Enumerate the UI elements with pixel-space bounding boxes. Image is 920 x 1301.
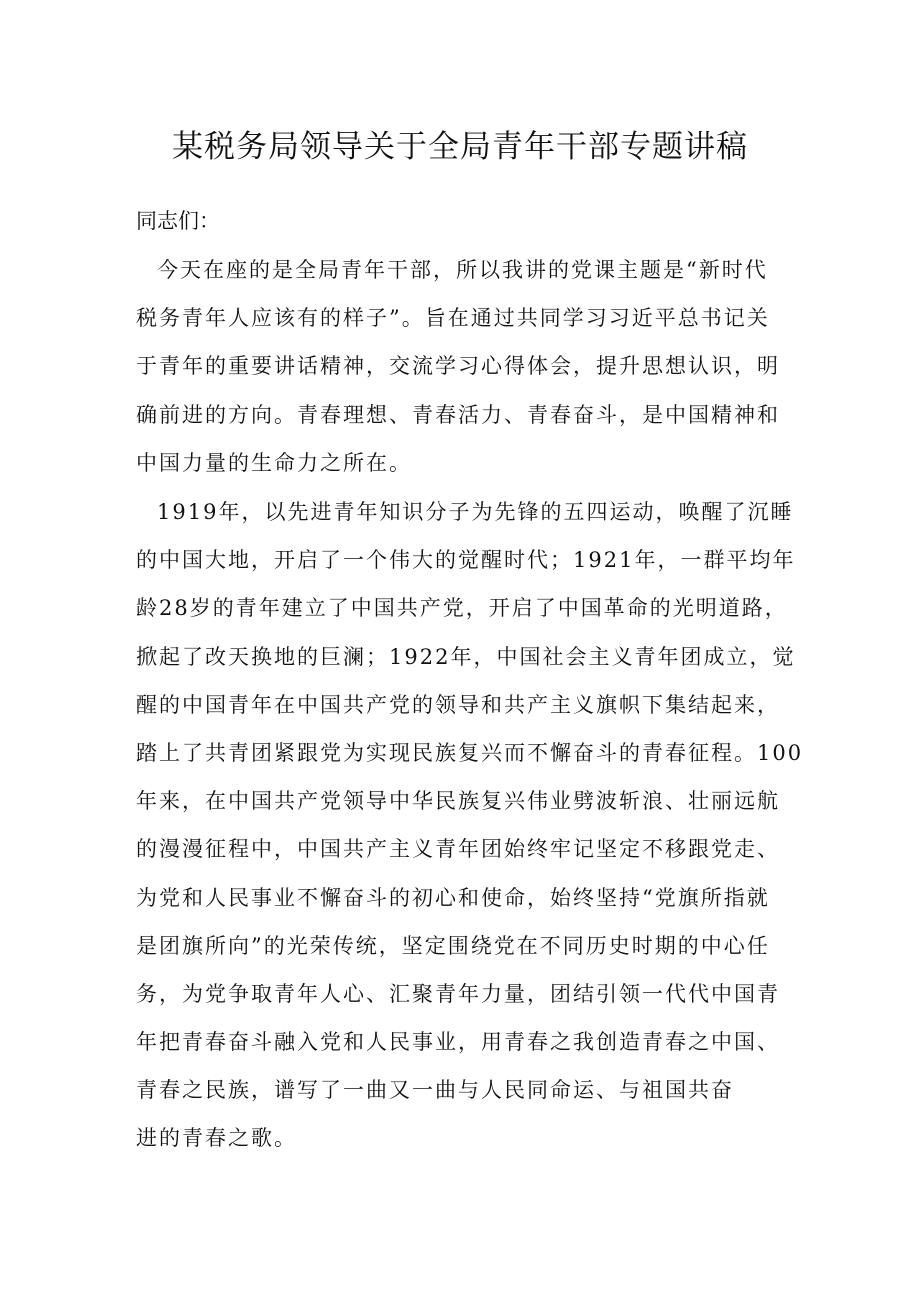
paragraph-line: 中国力量的生命力之所在。 (136, 450, 412, 475)
paragraph-line: 确前进的方向。青春理想、青春活力、青春奋斗，是中国精神和 (136, 402, 780, 427)
paragraph-line: 于青年的重要讲话精神，交流学习心得体会，提升思想认识，明 (136, 354, 780, 379)
paragraph-line: 醒的中国青年在中国共产党的领导和共产主义旗帜下集结起来， (136, 692, 780, 717)
paragraph-line: 掀起了改天换地的巨澜；1922年，中国社会主义青年团成立，觉 (136, 644, 796, 669)
paragraph-line: 税务青年人应该有的样子”。旨在通过共同学习习近平总书记关 (136, 306, 770, 331)
paragraph-line: 的漫漫征程中，中国共产主义青年团始终牢记坚定不移跟党走、 (136, 837, 780, 862)
paragraph-line: 年把青春奋斗融入党和人民事业，用青春之我创造青春之中国、 (136, 1030, 780, 1055)
paragraph-line: 是团旗所向”的光荣传统，坚定围绕党在不同历史时期的中心任 (136, 933, 770, 958)
paragraph-line: 的中国大地，开启了一个伟大的觉醒时代；1921年，一群平均年 (136, 548, 796, 573)
salutation: 同志们： (136, 209, 220, 233)
paragraph-line: 务，为党争取青年人心、汇聚青年力量，团结引领一代代中国青 (136, 981, 780, 1006)
paragraph-line: 进的青春之歌。 (136, 1126, 297, 1151)
paragraph-line: 年来，在中国共产党领导中华民族复兴伟业劈波斩浪、壮丽远航 (136, 789, 780, 814)
paragraph-2 (136, 488, 808, 1163)
paragraph-line: 1919年，以先进青年知识分子为先锋的五四运动，唤醒了沉睡 (157, 500, 794, 524)
document-title: 某税务局领导关于全局青年干部专题讲稿 (172, 129, 748, 165)
paragraph-line: 今天在座的是全局青年干部，所以我讲的党课主题是“新时代 (157, 258, 768, 282)
paragraph-line: 青春之民族，谱写了一曲又一曲与人民同命运、与祖国共奋 (136, 1078, 734, 1103)
paragraph-1 (136, 246, 808, 487)
paragraph-line: 为党和人民事业不懈奋斗的初心和使命，始终坚持“党旗所指就 (136, 885, 770, 910)
paragraph-line: 龄28岁的青年建立了中国共产党，开启了中国革命的光明道路， (136, 596, 788, 621)
paragraph-line: 踏上了共青团紧跟党为实现民族复兴而不懈奋斗的青春征程。100 (136, 740, 804, 765)
